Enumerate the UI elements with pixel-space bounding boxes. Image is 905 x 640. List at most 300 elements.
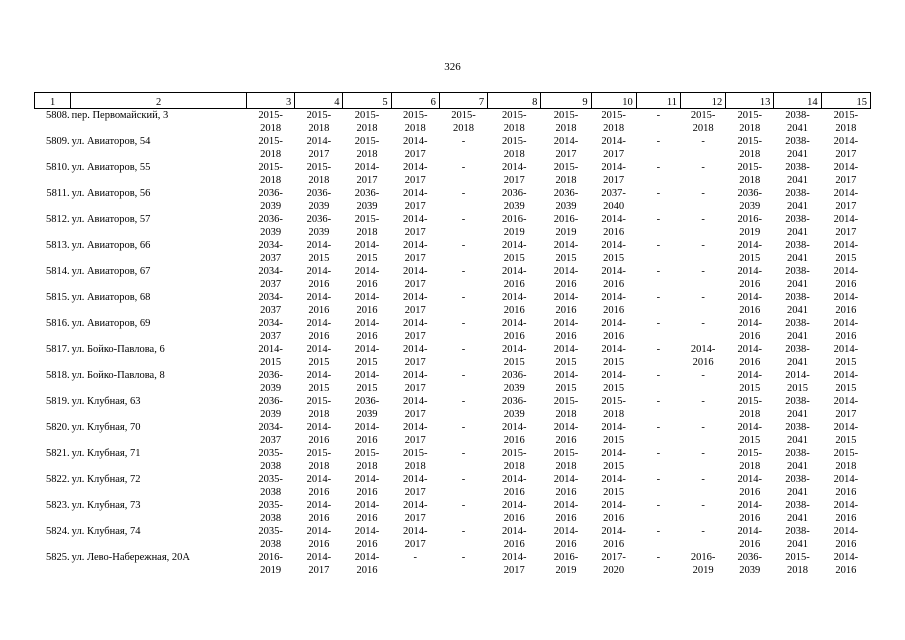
period-cell-col-12: -: [701, 474, 705, 485]
period-cell-col-8: 2014- 2016: [501, 500, 527, 524]
period-cell-col-4: 2014- 2015: [306, 240, 332, 264]
address-cell: ул. Лево-Набережная, 20А: [71, 552, 191, 563]
row-number: 5812.: [46, 214, 70, 225]
period-cell-col-6: 2014- 2017: [403, 240, 428, 264]
period-cell-col-5: 2036- 2039: [354, 188, 380, 212]
period-cell-col-13: 2014- 2016: [737, 318, 763, 342]
period-cell-col-11: -: [656, 474, 661, 485]
period-cell-col-6: 2014- 2017: [403, 422, 428, 446]
period-cell-col-7: -: [461, 162, 466, 173]
header-cell-9: 9: [541, 93, 591, 109]
period-cell-col-9: 2014- 2015: [553, 344, 579, 368]
header-cell-12: 12: [680, 93, 725, 109]
period-cell-col-9: 2015- 2018: [553, 396, 579, 420]
period-cell-col-3: 2015- 2018: [258, 162, 283, 186]
period-cell-col-10: 2014- 2016: [601, 292, 626, 316]
period-cell-col-10: 2014- 2015: [601, 448, 626, 472]
period-cell-col-8: 2014- 2015: [501, 344, 527, 368]
period-cell-col-4: 2014- 2015: [306, 370, 332, 394]
period-cell-col-8: 2014- 2016: [501, 474, 527, 498]
period-cell-col-11: -: [656, 136, 661, 147]
period-cell-col-8: 2036- 2039: [501, 396, 527, 420]
period-cell-col-14: 2038- 2041: [785, 136, 810, 160]
period-cell-col-11: -: [656, 240, 661, 251]
period-cell-col-3: 2015- 2018: [258, 110, 283, 134]
period-cell-col-13: 2014- 2016: [737, 344, 763, 368]
header-cell-2: 2: [71, 93, 247, 109]
period-cell-col-7: -: [461, 266, 466, 277]
period-cell-col-4: 2014- 2017: [306, 552, 332, 576]
period-cell-col-3: 2034- 2037: [258, 318, 283, 342]
period-cell-col-11: -: [656, 318, 661, 329]
address-cell: ул. Клубная, 73: [71, 500, 141, 511]
period-cell-col-5: 2014- 2016: [354, 422, 380, 446]
header-cell-11: 11: [636, 93, 680, 109]
period-cell-col-3: 2035- 2038: [258, 526, 283, 550]
period-cell-col-9: 2014- 2016: [553, 292, 579, 316]
period-cell-col-11: -: [656, 214, 661, 225]
period-cell-col-5: 2014- 2016: [354, 552, 380, 576]
period-cell-col-14: 2038- 2041: [785, 422, 810, 446]
period-cell-col-6: 2014- 2017: [403, 370, 428, 394]
period-cell-col-15: 2014- 2016: [833, 500, 859, 524]
period-cell-col-3: 2035- 2038: [258, 500, 283, 524]
period-cell-col-10: 2014- 2016: [601, 318, 626, 342]
period-cell-col-6: 2014- 2017: [403, 292, 428, 316]
table-row: [35, 395, 871, 421]
header-cell-3: 3: [247, 93, 295, 109]
header-cell-5: 5: [343, 93, 391, 109]
period-cell-col-9: 2016- 2019: [553, 552, 579, 576]
address-cell: ул. Авиаторов, 66: [71, 240, 151, 251]
header-cell-6: 6: [391, 93, 439, 109]
period-cell-col-6: 2015- 2018: [403, 110, 428, 134]
table-row: [35, 161, 871, 187]
period-cell-col-11: -: [656, 266, 661, 277]
period-cell-col-8: 2015- 2018: [501, 136, 527, 160]
row-number: 5825.: [46, 552, 70, 563]
period-cell-col-4: 2014- 2017: [306, 136, 332, 160]
period-cell-col-5: 2014- 2016: [354, 292, 380, 316]
header-row: [35, 93, 871, 109]
period-cell-col-9: 2014- 2015: [553, 240, 579, 264]
address-cell: ул. Бойко-Павлова, 6: [71, 344, 165, 355]
address-cell: ул. Клубная, 63: [71, 396, 141, 407]
period-cell-col-4: 2014- 2016: [306, 266, 332, 290]
period-cell-col-15: 2014- 2015: [833, 422, 859, 446]
period-cell-col-14: 2038- 2041: [785, 188, 810, 212]
period-cell-col-7: -: [461, 240, 466, 251]
table-row: [35, 265, 871, 291]
period-cell-col-13: 2015- 2018: [737, 396, 763, 420]
period-cell-col-6: 2014- 2017: [403, 344, 428, 368]
address-cell: ул. Авиаторов, 68: [71, 292, 151, 303]
period-cell-col-14: 2038- 2041: [785, 110, 810, 134]
period-cell-col-12: -: [701, 214, 705, 225]
period-cell-col-7: -: [461, 396, 466, 407]
page-number: 326: [444, 61, 461, 73]
address-cell: пер. Первомайский, 3: [71, 110, 169, 121]
period-cell-col-8: 2014- 2016: [501, 292, 527, 316]
period-cell-col-12: -: [701, 188, 705, 199]
header-cell-1: 1: [35, 93, 71, 109]
period-cell-col-14: 2038- 2041: [785, 266, 810, 290]
period-cell-col-6: 2014- 2017: [403, 188, 428, 212]
period-cell-col-12: 2016- 2019: [690, 552, 716, 576]
row-number: 5821.: [46, 448, 70, 459]
table-row: [35, 525, 871, 551]
table-row: [35, 369, 871, 395]
period-cell-col-13: 2015- 2018: [737, 110, 763, 134]
period-cell-col-9: 2014- 2017: [553, 136, 579, 160]
period-cell-col-14: 2038- 2041: [785, 526, 810, 550]
period-cell-col-15: 2014- 2016: [833, 552, 859, 576]
period-cell-col-9: 2015- 2018: [553, 448, 579, 472]
period-cell-col-6: 2015- 2018: [403, 448, 428, 472]
period-cell-col-5: 2014- 2017: [354, 162, 380, 186]
period-cell-col-5: 2014- 2015: [354, 370, 380, 394]
period-cell-col-10: 2014- 2015: [601, 240, 626, 264]
period-cell-col-4: 2014- 2015: [306, 344, 332, 368]
period-cell-col-12: -: [701, 292, 705, 303]
period-cell-col-9: 2014- 2016: [553, 318, 579, 342]
table-row: [35, 109, 871, 136]
row-number: 5813.: [46, 240, 70, 251]
period-cell-col-12: -: [701, 422, 705, 433]
period-cell-col-12: -: [701, 240, 705, 251]
period-cell-col-15: 2014- 2017: [833, 162, 859, 186]
period-cell-col-11: -: [656, 344, 661, 355]
period-cell-col-7: -: [461, 448, 466, 459]
period-cell-col-7: -: [461, 500, 466, 511]
table-row: [35, 473, 871, 499]
period-cell-col-7: -: [461, 136, 466, 147]
period-cell-col-10: 2014- 2015: [601, 344, 626, 368]
period-cell-col-11: -: [656, 292, 661, 303]
period-cell-col-12: -: [701, 396, 705, 407]
table-row: [35, 291, 871, 317]
row-number: 5810.: [46, 162, 70, 173]
period-cell-col-9: 2014- 2015: [553, 370, 579, 394]
period-cell-col-5: 2015- 2018: [354, 214, 380, 238]
period-cell-col-14: 2038- 2041: [785, 344, 810, 368]
table-row: [35, 213, 871, 239]
period-cell-col-5: 2014- 2016: [354, 266, 380, 290]
period-cell-col-3: 2034- 2037: [258, 422, 283, 446]
period-cell-col-4: 2015- 2018: [306, 448, 332, 472]
period-cell-col-14: 2038- 2041: [785, 162, 810, 186]
period-cell-col-9: 2036- 2039: [553, 188, 579, 212]
row-number: 5811.: [46, 188, 70, 199]
address-cell: ул. Авиаторов, 54: [71, 136, 151, 147]
period-cell-col-4: 2014- 2016: [306, 526, 332, 550]
period-cell-col-5: 2014- 2016: [354, 474, 380, 498]
period-cell-col-15: 2014- 2016: [833, 474, 859, 498]
period-cell-col-14: 2038- 2041: [785, 214, 810, 238]
period-cell-col-7: -: [461, 422, 466, 433]
period-cell-col-4: 2014- 2016: [306, 500, 332, 524]
period-cell-col-7: 2015- 2018: [451, 110, 476, 134]
row-number: 5809.: [46, 136, 70, 147]
period-cell-col-3: 2015- 2018: [258, 136, 283, 160]
period-cell-col-15: 2014- 2016: [833, 292, 859, 316]
row-number: 5822.: [46, 474, 70, 485]
table-row: [35, 317, 871, 343]
period-cell-col-13: 2015- 2018: [737, 448, 763, 472]
period-cell-col-10: 2014- 2015: [601, 422, 626, 446]
period-cell-col-6: 2014- 2017: [403, 214, 428, 238]
address-cell: ул. Клубная, 71: [71, 448, 141, 459]
period-cell-col-11: -: [656, 552, 661, 563]
period-cell-col-7: -: [461, 552, 466, 563]
period-cell-col-13: 2014- 2015: [737, 240, 763, 264]
period-cell-col-5: 2036- 2039: [354, 396, 380, 420]
row-number: 5824.: [46, 526, 70, 537]
period-cell-col-13: 2015- 2018: [737, 136, 763, 160]
period-cell-col-8: 2014- 2016: [501, 318, 527, 342]
period-cell-col-13: 2015- 2018: [737, 162, 763, 186]
period-cell-col-6: 2014- 2017: [403, 136, 428, 160]
period-cell-col-8: 2014- 2017: [501, 162, 527, 186]
period-cell-col-7: -: [461, 526, 466, 537]
header-cell-7: 7: [439, 93, 487, 109]
period-cell-col-10: 2014- 2017: [601, 136, 626, 160]
period-cell-col-15: 2014- 2015: [833, 344, 859, 368]
row-number: 5808.: [46, 110, 70, 121]
address-cell: ул. Авиаторов, 57: [71, 214, 151, 225]
period-cell-col-3: 2034- 2037: [258, 266, 283, 290]
period-cell-col-7: -: [461, 474, 466, 485]
period-cell-col-13: 2014- 2015: [737, 422, 763, 446]
row-number: 5819.: [46, 396, 70, 407]
period-cell-col-10: 2014- 2016: [601, 214, 626, 238]
period-cell-col-6: 2014- 2017: [403, 500, 428, 524]
period-cell-col-3: 2036- 2039: [258, 370, 283, 394]
period-cell-col-3: 2014- 2015: [258, 344, 283, 368]
address-cell: ул. Клубная, 74: [71, 526, 141, 537]
header-cell-15: 15: [821, 93, 870, 109]
period-cell-col-11: -: [656, 500, 661, 511]
address-cell: ул. Авиаторов, 55: [71, 162, 151, 173]
period-cell-col-13: 2014- 2016: [737, 500, 763, 524]
period-cell-col-6: 2014- 2017: [403, 474, 428, 498]
period-cell-col-13: 2014- 2016: [737, 292, 763, 316]
period-cell-col-13: 2014- 2016: [737, 474, 763, 498]
period-cell-col-4: 2014- 2016: [306, 318, 332, 342]
period-cell-col-3: 2034- 2037: [258, 240, 283, 264]
period-cell-col-13: 2036- 2039: [737, 552, 763, 576]
period-cell-col-15: 2014- 2016: [833, 266, 859, 290]
period-cell-col-11: -: [656, 396, 661, 407]
period-cell-col-8: 2014- 2016: [501, 422, 527, 446]
period-cell-col-10: 2014- 2017: [601, 162, 626, 186]
period-cell-col-6: 2014- 2017: [403, 396, 428, 420]
period-cell-col-13: 2014- 2016: [737, 526, 763, 550]
period-cell-col-7: -: [461, 292, 466, 303]
period-cell-col-10: 2015- 2018: [601, 110, 626, 134]
period-cell-col-13: 2014- 2016: [737, 266, 763, 290]
address-cell: ул. Бойко-Павлова, 8: [71, 370, 165, 381]
period-cell-col-9: 2014- 2016: [553, 474, 579, 498]
period-cell-col-9: 2014- 2016: [553, 500, 579, 524]
period-cell-col-7: -: [461, 214, 466, 225]
period-cell-col-7: -: [461, 318, 466, 329]
period-cell-col-15: 2014- 2017: [833, 188, 859, 212]
period-cell-col-13: 2036- 2039: [737, 188, 763, 212]
period-cell-col-8: 2036- 2039: [501, 188, 527, 212]
period-cell-col-5: 2014- 2016: [354, 318, 380, 342]
period-cell-col-6: 2014- 2017: [403, 266, 428, 290]
schedule-table: [34, 92, 871, 577]
period-cell-col-12: -: [701, 500, 705, 511]
period-cell-col-3: 2035- 2038: [258, 474, 283, 498]
period-cell-col-6: 2014- 2017: [403, 526, 428, 550]
period-cell-col-14: 2038- 2041: [785, 448, 810, 472]
period-cell-col-10: 2015- 2018: [601, 396, 626, 420]
period-cell-col-12: -: [701, 136, 705, 147]
address-cell: ул. Клубная, 72: [71, 474, 141, 485]
period-cell-col-15: 2014- 2017: [833, 136, 859, 160]
header-cell-14: 14: [774, 93, 821, 109]
period-cell-col-4: 2014- 2016: [306, 422, 332, 446]
period-cell-col-5: 2015- 2018: [354, 110, 380, 134]
row-number: 5817.: [46, 344, 70, 355]
table-row: [35, 343, 871, 369]
period-cell-col-11: -: [656, 526, 661, 537]
period-cell-col-3: 2016- 2019: [258, 552, 283, 576]
period-cell-col-15: 2014- 2015: [833, 240, 859, 264]
period-cell-col-12: -: [701, 162, 705, 173]
header-cell-13: 13: [726, 93, 774, 109]
period-cell-col-14: 2038- 2041: [785, 240, 810, 264]
period-cell-col-11: -: [656, 162, 661, 173]
address-cell: ул. Авиаторов, 69: [71, 318, 151, 329]
period-cell-col-3: 2036- 2039: [258, 396, 283, 420]
period-cell-col-8: 2036- 2039: [501, 370, 527, 394]
period-cell-col-10: 2017- 2020: [601, 552, 626, 576]
period-cell-col-5: 2015- 2018: [354, 136, 380, 160]
period-cell-col-4: 2036- 2039: [306, 214, 332, 238]
row-number: 5820.: [46, 422, 70, 433]
table-body: [35, 109, 871, 578]
header-cell-10: 10: [591, 93, 636, 109]
table-row: [35, 447, 871, 473]
period-cell-col-14: 2038- 2041: [785, 292, 810, 316]
period-cell-col-3: 2034- 2037: [258, 292, 283, 316]
period-cell-col-3: 2036- 2039: [258, 214, 283, 238]
period-cell-col-13: 2014- 2015: [737, 370, 763, 394]
period-cell-col-4: 2014- 2016: [306, 292, 332, 316]
period-cell-col-4: 2015- 2018: [306, 110, 332, 134]
period-cell-col-5: 2014- 2015: [354, 344, 380, 368]
period-cell-col-15: 2014- 2016: [833, 318, 859, 342]
period-cell-col-6: 2014- 2017: [403, 318, 428, 342]
period-cell-col-11: -: [656, 110, 661, 121]
period-cell-col-3: 2035- 2038: [258, 448, 283, 472]
period-cell-col-12: 2015- 2018: [690, 110, 716, 134]
header-cell-4: 4: [295, 93, 343, 109]
period-cell-col-15: 2014- 2015: [833, 370, 859, 394]
period-cell-col-14: 2038- 2041: [785, 396, 810, 420]
period-cell-col-4: 2014- 2016: [306, 474, 332, 498]
table-row: [35, 239, 871, 265]
period-cell-col-5: 2014- 2015: [354, 240, 380, 264]
address-cell: ул. Авиаторов, 56: [71, 188, 151, 199]
period-cell-col-15: 2015- 2018: [833, 448, 859, 472]
period-cell-col-13: 2016- 2019: [737, 214, 763, 238]
table-row: [35, 187, 871, 213]
period-cell-col-11: -: [656, 448, 661, 459]
period-cell-col-12: 2014- 2016: [690, 344, 716, 368]
period-cell-col-10: 2014- 2016: [601, 266, 626, 290]
period-cell-col-14: 2038- 2041: [785, 500, 810, 524]
period-cell-col-4: 2015- 2018: [306, 396, 332, 420]
period-cell-col-8: 2014- 2016: [501, 266, 527, 290]
period-cell-col-14: 2014- 2015: [785, 370, 810, 394]
period-cell-col-8: 2014- 2017: [501, 552, 527, 576]
table-row: [35, 135, 871, 161]
period-cell-col-9: 2014- 2016: [553, 266, 579, 290]
period-cell-col-11: -: [656, 188, 661, 199]
period-cell-col-8: 2014- 2015: [501, 240, 527, 264]
row-number: 5823.: [46, 500, 70, 511]
period-cell-col-5: 2014- 2016: [354, 500, 380, 524]
table-row: [35, 499, 871, 525]
period-cell-col-12: -: [701, 526, 705, 537]
period-cell-col-9: 2015- 2018: [553, 162, 579, 186]
period-cell-col-4: 2036- 2039: [306, 188, 332, 212]
period-cell-col-7: -: [461, 370, 466, 381]
period-cell-col-8: 2015- 2018: [501, 448, 527, 472]
period-cell-col-10: 2037- 2040: [601, 188, 626, 212]
period-cell-col-5: 2015- 2018: [354, 448, 380, 472]
period-cell-col-10: 2014- 2016: [601, 526, 626, 550]
period-cell-col-7: -: [461, 188, 466, 199]
period-cell-col-8: 2014- 2016: [501, 526, 527, 550]
period-cell-col-15: 2015- 2018: [833, 110, 859, 134]
period-cell-col-15: 2014- 2017: [833, 214, 859, 238]
address-cell: ул. Клубная, 70: [71, 422, 141, 433]
row-number: 5818.: [46, 370, 70, 381]
row-number: 5816.: [46, 318, 70, 329]
period-cell-col-5: 2014- 2016: [354, 526, 380, 550]
period-cell-col-4: 2015- 2018: [306, 162, 332, 186]
period-cell-col-11: -: [656, 422, 661, 433]
period-cell-col-3: 2036- 2039: [258, 188, 283, 212]
period-cell-col-14: 2015- 2018: [785, 552, 810, 576]
period-cell-col-9: 2016- 2019: [553, 214, 579, 238]
period-cell-col-6: -: [413, 552, 418, 563]
period-cell-col-15: 2014- 2017: [833, 396, 859, 420]
row-number: 5814.: [46, 266, 70, 277]
table-row: [35, 551, 871, 577]
header-cell-8: 8: [488, 93, 541, 109]
period-cell-col-11: -: [656, 370, 661, 381]
period-cell-col-14: 2038- 2041: [785, 474, 810, 498]
period-cell-col-8: 2016- 2019: [501, 214, 527, 238]
period-cell-col-15: 2014- 2016: [833, 526, 859, 550]
period-cell-col-6: 2014- 2017: [403, 162, 428, 186]
period-cell-col-9: 2014- 2016: [553, 422, 579, 446]
period-cell-col-10: 2014- 2015: [601, 474, 626, 498]
row-number: 5815.: [46, 292, 70, 303]
address-cell: ул. Авиаторов, 67: [71, 266, 151, 277]
period-cell-col-7: -: [461, 344, 466, 355]
period-cell-col-14: 2038- 2041: [785, 318, 810, 342]
period-cell-col-12: -: [701, 318, 705, 329]
period-cell-col-12: -: [701, 370, 705, 381]
period-cell-col-12: -: [701, 266, 705, 277]
